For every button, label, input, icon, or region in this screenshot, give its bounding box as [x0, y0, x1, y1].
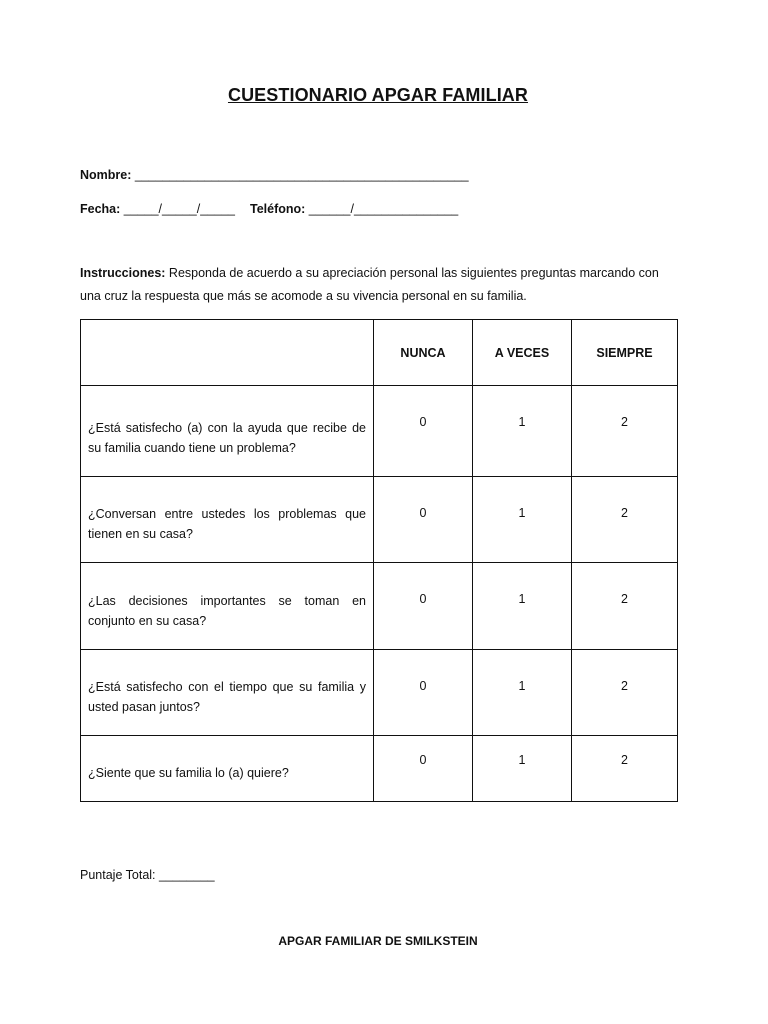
nombre-field[interactable] — [80, 168, 469, 182]
table-header-row — [81, 320, 678, 386]
option-siempre[interactable]: 2 — [572, 650, 678, 736]
table-row — [81, 736, 678, 802]
fecha-field[interactable] — [80, 202, 235, 216]
option-nunca[interactable]: 0 — [374, 736, 473, 802]
option-nunca[interactable]: 0 — [374, 563, 473, 650]
total-score-field[interactable] — [80, 868, 215, 882]
option-a-veces[interactable]: 1 — [473, 386, 572, 477]
question-cell — [81, 477, 374, 563]
question-text: ¿Conversan entre ustedes los problemas que tienen en su casa? — [88, 507, 366, 541]
option-siempre[interactable]: 2 — [572, 477, 678, 563]
total-score-label: Puntaje Total: — [80, 868, 156, 882]
option-a-veces[interactable]: 1 — [473, 650, 572, 736]
table-row — [81, 650, 678, 736]
option-nunca[interactable]: 0 — [374, 386, 473, 477]
option-a-veces[interactable]: 1 — [473, 477, 572, 563]
source-caption: APGAR FAMILIAR DE SMILKSTEIN — [278, 934, 478, 948]
instructions-text: Responda de acuerdo a su apreciación personal las siguientes preguntas marcando con una cruz la respuesta que más se acomode a su vivencia personal en su familia. — [80, 266, 659, 303]
instructions-label: Instrucciones: — [80, 266, 166, 280]
question-text: ¿Está satisfecho con el tiempo que su familia y usted pasan juntos? — [88, 680, 366, 714]
header-nunca: NUNCA — [374, 320, 473, 386]
option-nunca[interactable]: 0 — [374, 650, 473, 736]
question-cell — [81, 386, 374, 477]
header-siempre: SIEMPRE — [572, 320, 678, 386]
page-title: CUESTIONARIO APGAR FAMILIAR — [227, 85, 529, 105]
telefono-line[interactable]: ______/_______________ — [305, 202, 459, 216]
table-row — [81, 386, 678, 477]
telefono-label: Teléfono: — [250, 202, 306, 216]
table-row — [81, 563, 678, 650]
question-cell — [81, 736, 374, 802]
nombre-line[interactable]: ________________________________________________ — [131, 168, 469, 182]
nombre-label: Nombre: — [80, 168, 132, 182]
table-row — [81, 477, 678, 563]
instructions — [80, 262, 680, 308]
total-score-line[interactable]: ________ — [155, 868, 215, 882]
apgar-table — [80, 319, 678, 802]
question-cell — [81, 563, 374, 650]
telefono-field[interactable] — [250, 202, 458, 216]
question-cell — [81, 650, 374, 736]
option-siempre[interactable]: 2 — [572, 736, 678, 802]
fecha-line[interactable]: _____/_____/_____ — [120, 202, 235, 216]
fecha-label: Fecha: — [80, 202, 121, 216]
question-text: ¿Siente que su familia lo (a) quiere? — [88, 766, 289, 780]
header-a-veces: A VECES — [473, 320, 572, 386]
question-text: ¿Las decisiones importantes se toman en conjunto en su casa? — [88, 594, 366, 628]
option-a-veces[interactable]: 1 — [473, 736, 572, 802]
option-a-veces[interactable]: 1 — [473, 563, 572, 650]
question-text: ¿Está satisfecho (a) con la ayuda que recibe de su familia cuando tiene un problema? — [88, 421, 366, 455]
option-nunca[interactable]: 0 — [374, 477, 473, 563]
header-question — [81, 320, 374, 386]
option-siempre[interactable]: 2 — [572, 386, 678, 477]
option-siempre[interactable]: 2 — [572, 563, 678, 650]
